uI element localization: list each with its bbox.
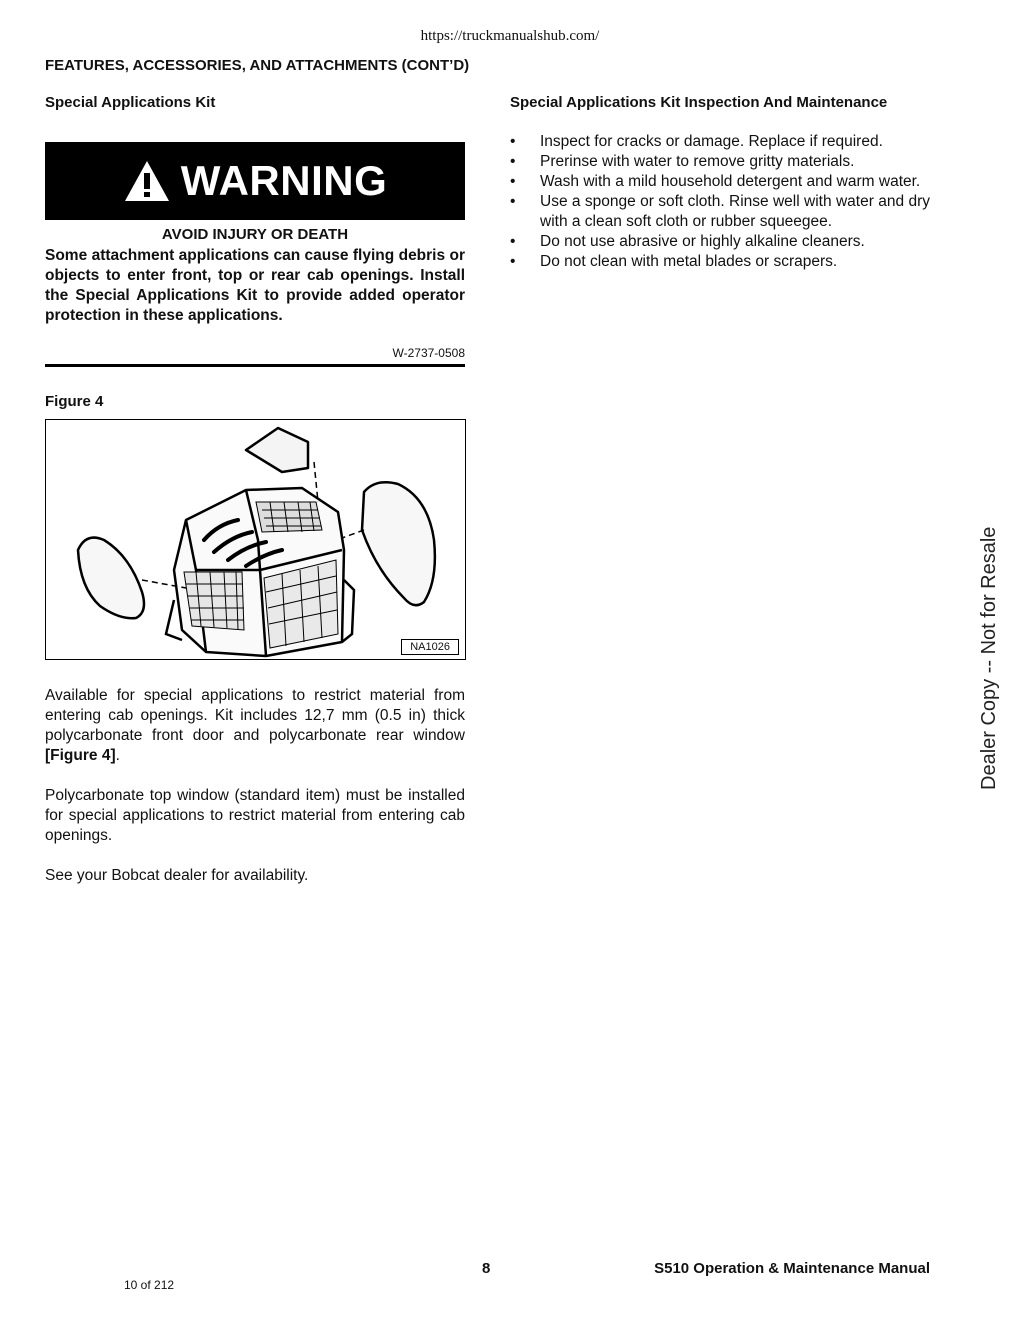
figure-illustration: [45, 419, 466, 660]
warning-divider: [45, 364, 465, 367]
figure-label: Figure 4: [45, 393, 104, 410]
figure-code: NA1026: [401, 639, 459, 655]
figure-reference: [Figure 4]: [45, 747, 116, 764]
warning-headline: AVOID INJURY OR DEATH: [161, 226, 349, 243]
list-item-text: Do not clean with metal blades or scrapers.: [540, 253, 838, 270]
warning-body: Some attachment applications can cause flying debris or objects to enter front, top or rear cab openings. Install the Special Applications Kit to provide added operator protection in these applications.: [45, 247, 465, 324]
warning-code: W-2737-0508: [392, 346, 465, 360]
heading-special-applications-kit: Special Applications Kit: [45, 94, 216, 111]
front-door-panel: [78, 538, 144, 619]
rear-window-panel: [362, 482, 435, 605]
dealer-copy-side-text: Dealer Copy -- Not for Resale: [978, 526, 1000, 790]
warning-label: WARNING: [180, 157, 388, 204]
list-item-text: Wash with a mild household detergent and warm water.: [540, 173, 921, 190]
list-item-text: Inspect for cracks or damage. Replace if required.: [540, 133, 883, 150]
bullet-marker: •: [510, 153, 516, 170]
list-item-text: Use a sponge or soft cloth. Rinse well with water and dry with a clean soft cloth or rubber squeegee.: [540, 193, 930, 230]
list-item-text: Prerinse with water to remove gritty materials.: [540, 153, 855, 170]
list-item: [510, 152, 930, 172]
list-item: [510, 132, 930, 152]
maintenance-bullet-list: [510, 132, 930, 272]
paragraph-top-window: Polycarbonate top window (standard item) must be installed for special applications to restrict material from entering cab openings.: [45, 787, 465, 844]
paragraph-kit-description: [45, 686, 465, 766]
section-title: FEATURES, ACCESSORIES, AND ATTACHMENTS (CONT’D): [45, 57, 470, 74]
list-item: [510, 232, 930, 252]
paragraph-end-period: .: [115, 747, 120, 764]
bullet-marker: •: [510, 133, 516, 150]
bullet-marker: •: [510, 253, 516, 270]
warning-banner: [45, 142, 465, 220]
manual-title: S510 Operation & Maintenance Manual: [654, 1260, 930, 1277]
list-item: [510, 192, 930, 232]
list-item: [510, 172, 930, 192]
paragraph-kit-description-text: Available for special applications to restrict material from entering cab openings. Kit includes 12,7 mm (0.5 in) thick polycarbonate front door and polycarbonate rear window: [45, 687, 465, 744]
page-number: 8: [482, 1260, 491, 1277]
warning-triangle-icon: [123, 159, 171, 203]
paragraph-dealer-availability: See your Bobcat dealer for availability.: [45, 867, 309, 884]
list-item-text: Do not use abrasive or highly alkaline cleaners.: [540, 233, 865, 250]
bullet-marker: •: [510, 193, 516, 210]
list-item: [510, 252, 930, 272]
heading-inspection-maintenance: Special Applications Kit Inspection And Maintenance: [510, 94, 888, 111]
source-url: https://truckmanualshub.com/: [420, 28, 600, 44]
top-window-panel: [246, 428, 308, 472]
page-count: 10 of 212: [124, 1278, 175, 1292]
cab-kit-drawing: [46, 420, 465, 659]
bullet-marker: •: [510, 173, 516, 190]
bullet-marker: •: [510, 233, 516, 250]
